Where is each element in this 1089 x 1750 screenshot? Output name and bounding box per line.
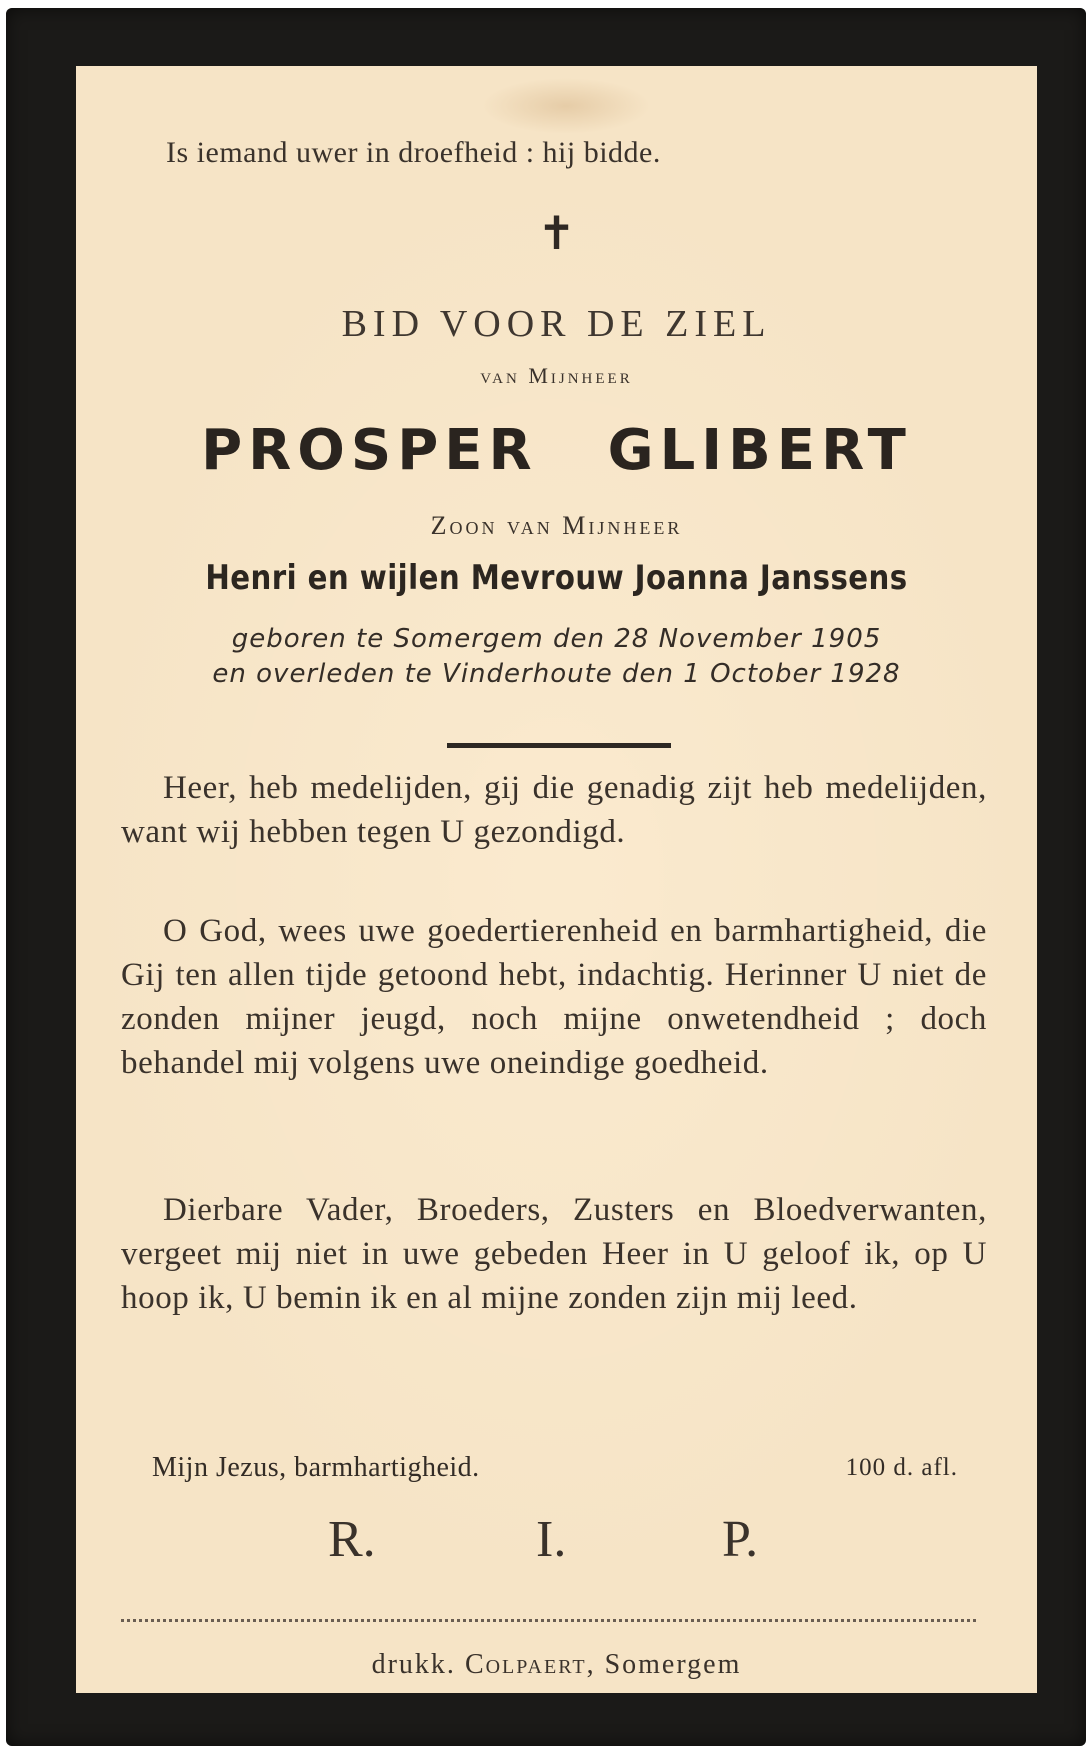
- mourning-card: [76, 66, 1037, 1693]
- mourning-card-border: [6, 8, 1086, 1746]
- dotted-separator: [121, 1619, 976, 1622]
- prayer-paragraph-2: O God, wees uwe goedertierenheid en barmhartigheid, die Gij ten allen tijde getoond hebt, indachtig. Herinner U niet de zonden mijner jeugd, noch mijne onwetendheid ; doch behandel mij volgens uwe oneindige goedheid.: [121, 913, 987, 1081]
- death-line: en overleden te Vinderhoute den 1 October 1928: [212, 659, 901, 689]
- motto: Is iemand uwer in droefheid : hij bidde.: [166, 136, 661, 169]
- heading: BID VOOR DE ZIEL: [341, 303, 772, 345]
- indulgence-note: 100 d. afl.: [845, 1454, 958, 1481]
- rip-i: I.: [536, 1511, 567, 1568]
- printer-place: Somergem: [604, 1649, 742, 1680]
- rip-p: P.: [722, 1511, 759, 1568]
- prayer-paragraph-1: Heer, heb medelijden, gij die genadig zijt heb medelijden, want wij hebben tegen U gezondigd.: [121, 770, 987, 850]
- printer-credit: [76, 1649, 1037, 1681]
- last-name: GLIBERT: [607, 418, 912, 483]
- deceased-name: [76, 418, 1037, 483]
- divider: [447, 743, 671, 748]
- invocation: Mijn Jezus, barmhartigheid.: [152, 1452, 480, 1483]
- first-name: PROSPER: [201, 418, 538, 483]
- zoon-van: Zoon van Mijnheer: [430, 511, 683, 540]
- cross-icon: ✝: [537, 208, 576, 259]
- printer-name: Colpaert,: [464, 1649, 596, 1680]
- rip-r: R.: [328, 1511, 376, 1568]
- prayer-paragraph-3: Dierbare Vader, Broeders, Zusters en Bloedverwanten, vergeet mij niet in uwe gebeden Heer in U geloof ik, op U hoop ik, U bemin ik en al mijne zonden zijn mij leed.: [121, 1192, 987, 1316]
- birth-line: geboren te Somergem den 28 November 1905: [231, 624, 882, 654]
- printer-prefix: drukk.: [371, 1649, 456, 1680]
- parents: Henri en wijlen Mevrouw Joanna Janssens: [205, 558, 908, 598]
- van-mijnheer: van Mijnheer: [480, 363, 633, 388]
